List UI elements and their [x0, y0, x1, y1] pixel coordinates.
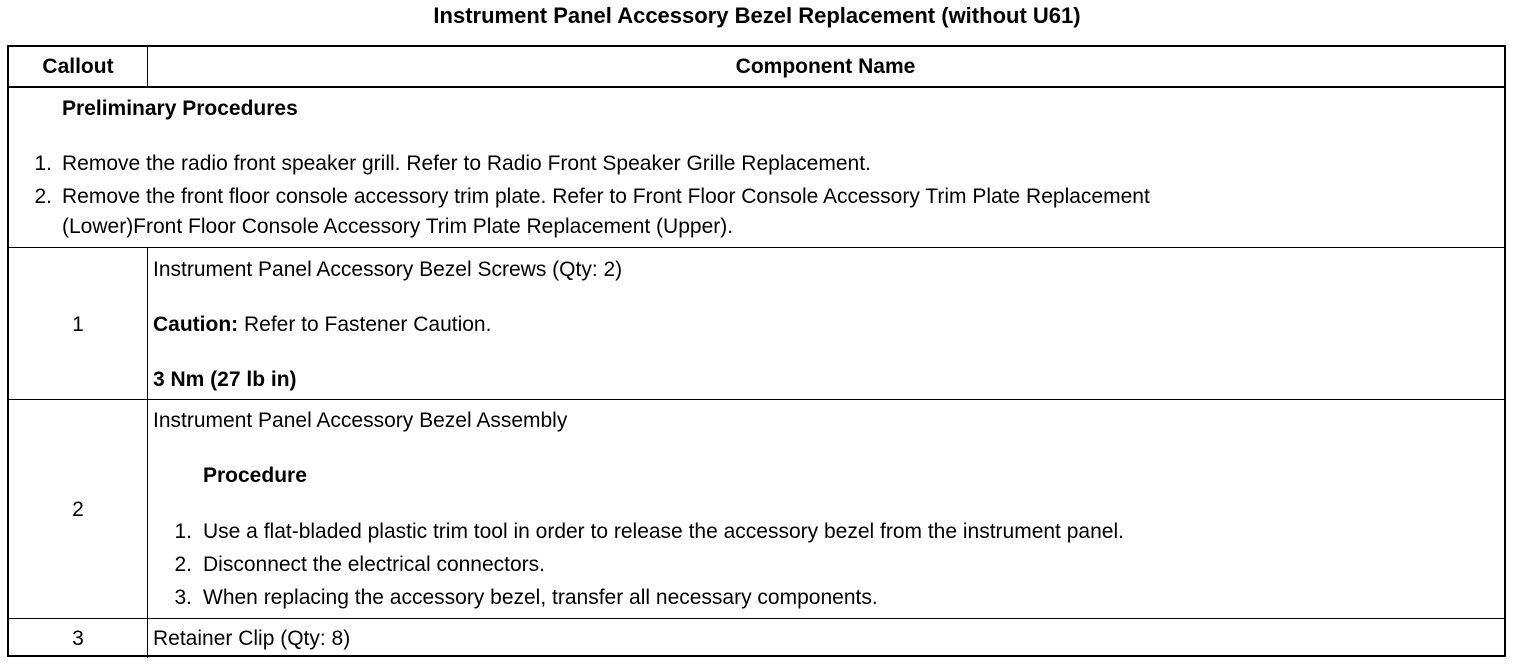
row-2-step-2-text: Disconnect the electrical connectors.	[203, 553, 545, 576]
header-component-name: Component Name	[735, 55, 916, 78]
header-divider	[147, 47, 148, 87]
row-1-caution	[153, 310, 491, 340]
preliminary-step-2-text-continued: (Lower)Front Floor Console Accessory Trim Plate Replacement (Upper).	[62, 215, 734, 238]
preliminary-heading: Preliminary Procedures	[62, 97, 298, 120]
row-2-step-3-text: When replacing the accessory bezel, transfer all necessary components.	[203, 586, 878, 609]
row-1-callout: 1	[72, 313, 84, 336]
row-1-divider	[147, 247, 148, 400]
row-3-component-name: Retainer Clip (Qty: 8)	[153, 627, 351, 650]
row-2-component-name: Instrument Panel Accessory Bezel Assembly	[153, 409, 568, 432]
row-1-torque-spec: 3 Nm (27 lb in)	[153, 368, 297, 391]
row-2-procedure-heading: Procedure	[203, 464, 307, 487]
preliminary-step-2-number: 2.	[34, 185, 52, 208]
preliminary-step-1-text: Remove the radio front speaker grill. Refer to Radio Front Speaker Grille Replacement.	[62, 152, 871, 175]
row-1-component-name: Instrument Panel Accessory Bezel Screws (Qty: 2)	[153, 258, 623, 281]
row-2-bottom-line	[9, 618, 1504, 619]
row-2-step-2-number: 2.	[174, 553, 192, 576]
component-table	[7, 45, 1506, 657]
document-title: Instrument Panel Accessory Bezel Replacement (without U61)	[433, 3, 1081, 28]
header-callout: Callout	[42, 55, 114, 78]
row-2-step-1-number: 1.	[174, 520, 192, 543]
row-2-divider	[147, 399, 148, 619]
preliminary-step-1-number: 1.	[34, 152, 52, 175]
header-bottom-line	[9, 86, 1504, 88]
preliminary-bottom-line	[9, 247, 1504, 248]
row-3-divider	[147, 618, 148, 658]
caution-label: Caution:	[153, 313, 239, 336]
row-3-callout: 3	[72, 627, 84, 650]
caution-text: Refer to Fastener Caution.	[238, 313, 492, 336]
row-2-step-3-number: 3.	[174, 586, 192, 609]
preliminary-step-2-text: Remove the front floor console accessory trim plate. Refer to Front Floor Console Accessory Trim Plate Replacement	[62, 185, 1150, 208]
row-2-step-1-text: Use a flat-bladed plastic trim tool in order to release the accessory bezel from the instrument panel.	[203, 520, 1124, 543]
row-1-bottom-line	[9, 399, 1504, 400]
row-2-callout: 2	[72, 498, 84, 521]
